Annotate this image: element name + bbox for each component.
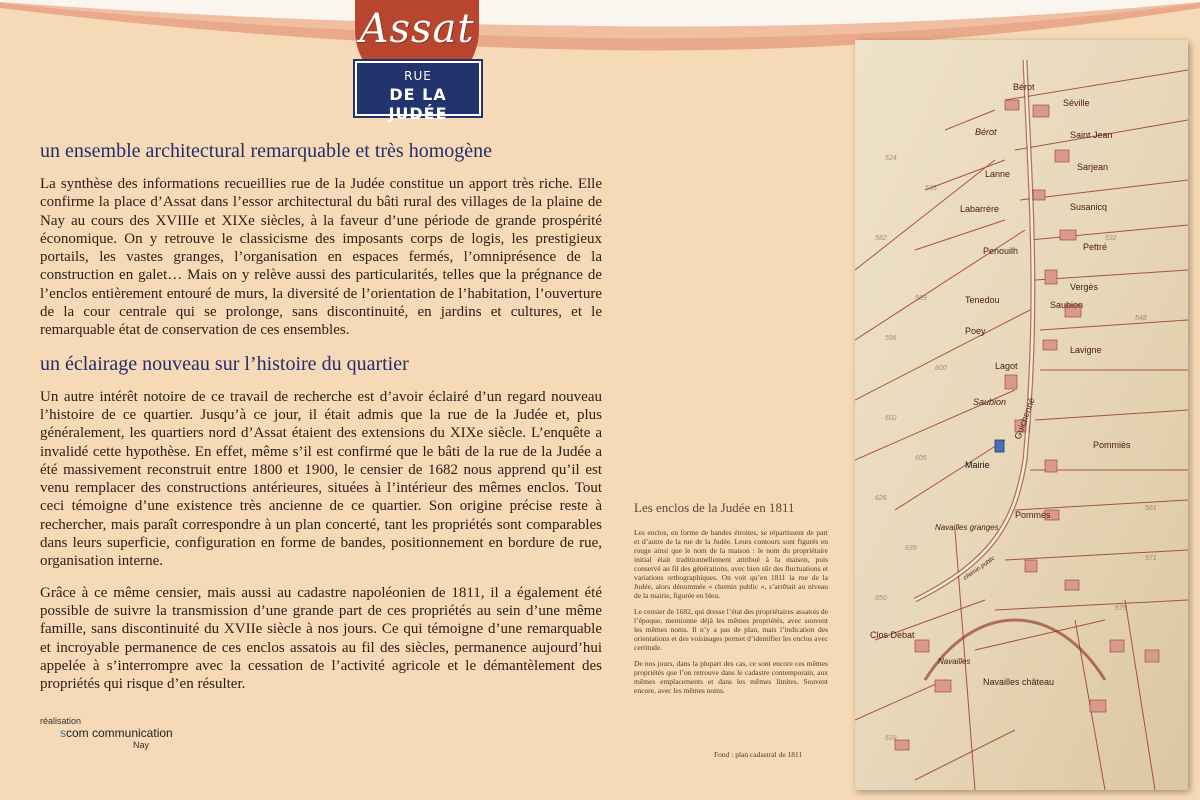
caption-title: Les enclos de la Judée en 1811 bbox=[634, 500, 795, 515]
map-label: Séville bbox=[1063, 98, 1090, 108]
street-sign-line1: RUE bbox=[404, 69, 432, 83]
cadastral-map-1811 bbox=[855, 40, 1188, 790]
map-label: Saubion bbox=[973, 397, 1007, 407]
svg-text:535: 535 bbox=[925, 185, 937, 192]
svg-text:618: 618 bbox=[885, 735, 897, 742]
section-heading: un éclairage nouveau sur l’histoire du quartier bbox=[40, 352, 409, 375]
caption-paragraph: Les enclos, en forme de bandes étroites, se répartissent de part et d’autre de la rue de la Judée. Leurs contours sont figurés en rouge ainsi que le nom de la maison : le nom du propriétaire initial était traditionnellement attribué à la maison, puis conservé au fil des générations, avec bien sûr des fluctuations et variations orthographiques. On voit qu’en 1811 la rue de la Judée, alors dénommée « chemin public », s’arrêtait au niveau de la mairie, figurée en bleu. bbox=[634, 528, 828, 600]
map-label: Pommiès bbox=[1093, 440, 1131, 450]
svg-text:532: 532 bbox=[1105, 235, 1117, 242]
map-label: Lagot bbox=[995, 361, 1018, 371]
map-label: Saint Jean bbox=[1070, 130, 1113, 140]
map-label: Bérot bbox=[1013, 82, 1035, 92]
street-sign-line2: DE LA JUDÉE bbox=[388, 85, 448, 123]
svg-text:575: 575 bbox=[1115, 605, 1127, 612]
map-label: Vergès bbox=[1070, 282, 1099, 292]
map-label: Susanicq bbox=[1070, 202, 1108, 212]
paragraph: Grâce à ce même censier, mais aussi au cadastre napoléonien de 1811, il a également été possible de suivre la transmission d’une grande part de ces propriétés au sein d’une même famille, sans discontinuité du XVIIe siècle à nos jours. Ce qui témoigne d’une remarquable et incroyable permanence de ces enclos assatois au fil des siècles, permanence aujourd’hui appelée à s’interrompre avec la cessation de l’activité agricole et le démantèlement des propriétés qui risque d’en résulter. bbox=[40, 584, 602, 693]
assat-logo bbox=[352, 0, 482, 123]
svg-text:639: 639 bbox=[905, 545, 917, 552]
map-label: Navailles château bbox=[983, 677, 1055, 687]
map-label: Sarjean bbox=[1077, 162, 1109, 172]
map-label: chemin public bbox=[962, 555, 997, 582]
map-caption bbox=[634, 500, 828, 759]
logo-script: Assat bbox=[359, 6, 475, 52]
caption-paragraph: De nos jours, dans la plupart des cas, ce sont encore ces mêmes propriétés que l’on retrouve dans le cadastre contemporain, aux mêmes emplacements et dans les mêmes limites. Souvent encore, avec les mêmes noms. bbox=[634, 659, 828, 695]
map-label: Clos Debat bbox=[870, 630, 915, 640]
credit-company bbox=[60, 726, 173, 740]
section-heading: un ensemble architectural remarquable et très homogène bbox=[40, 140, 493, 162]
map-label: Pettré bbox=[1083, 242, 1108, 252]
map-label: Labarrère bbox=[960, 204, 1000, 214]
svg-text:571: 571 bbox=[1145, 555, 1157, 562]
map-label: Pommès bbox=[1015, 510, 1051, 520]
map-label: Saubion bbox=[1050, 300, 1084, 310]
svg-text:596: 596 bbox=[885, 335, 897, 342]
caption-paragraph: Le censier de 1682, qui dresse l’état des propriétaires assatois de l’époque, mentionne déjà les mêmes propriétés, avec souvent les mêmes noms. Il n’y a pas de plan, mais l’indication des orientations et des voisinages permet d’identifier les enclos avec certitude. bbox=[634, 607, 828, 652]
credit bbox=[40, 716, 173, 750]
svg-text:626: 626 bbox=[875, 495, 887, 502]
paragraph: Un autre intérêt notoire de ce travail de recherche est d’avoir éclairé d’un regard nouveau l’histoire de ce quartier. Jusqu’à ce jour, il était admis que la rue de la Judée et, plus généralement, les quartiers nord d’Assat étaient des extensions du XIXe siècle. L’enquête a invalidé cette hypothèse. En effet, même s’il est confirmé que le bâti de la rue de la Judée a été massivement reconstruit entre 1800 et 1900, le censier de 1682 nous apprend qu’il est venu remplacer des constructions antérieures, situées à l’intérieur des mêmes enclos. Tout ceci témoigne d’une existence très ancienne de ce quartier. Son origine précise reste à rechercher, mais paraît correspondre à un plan concerté, tant les propriétés sont comparables dans leurs superficie, configuration en forme de bandes, positionnement en bordure de rue, organisation interne. bbox=[40, 388, 602, 570]
svg-text:561: 561 bbox=[1145, 505, 1157, 512]
svg-text:524: 524 bbox=[885, 155, 897, 162]
map-label: Lanne bbox=[985, 169, 1011, 179]
map-label: Lavigne bbox=[1070, 345, 1102, 355]
map-label: Guichenné bbox=[1012, 396, 1037, 441]
main-text bbox=[40, 140, 602, 706]
map-label: Bérot bbox=[975, 127, 997, 137]
svg-text:600: 600 bbox=[935, 365, 947, 372]
caption-source: Fond : plan cadastral de 1811 bbox=[714, 750, 803, 759]
map-label: Navailles granges bbox=[935, 523, 999, 532]
company-name: com communication bbox=[66, 726, 173, 740]
svg-text:605: 605 bbox=[915, 455, 927, 462]
credit-label: réalisation bbox=[40, 716, 82, 726]
map-label: Navailles bbox=[938, 657, 971, 666]
map-label: Poey bbox=[965, 326, 986, 336]
svg-text:589: 589 bbox=[915, 295, 927, 302]
paragraph: La synthèse des informations recueillies rue de la Judée constitue un apport très riche. Elle confirme la place d’Assat dans l’essor architectural du bâti rural des villages de la plaine de Nay au cours des XVIIIe et XIXe siècles, à la faveur d’une période de grande prospérité économique. On y retrouve le classicisme des imposants corps de logis, les prestigieux portails, les vastes granges, l’organisation en espaces fermés, l’omniprésence de la construction en galet… Mais on y relève aussi des particularités, telles que la prégnance de l’enclos entièrement entouré de murs, la diversité de l’orientation de l’habitation, l’ouverture de la cour centrale qui se prolonge, sans discontinuité, en jardins et cultures, et le remarquable état de conservation de ces ensembles. bbox=[40, 176, 602, 339]
svg-text:582: 582 bbox=[875, 235, 887, 242]
street-sign bbox=[355, 61, 481, 123]
map-label: Penouilh bbox=[983, 246, 1019, 256]
svg-text:650: 650 bbox=[875, 595, 887, 602]
svg-text:548: 548 bbox=[1135, 315, 1147, 322]
map-label: Mairie bbox=[965, 460, 990, 470]
map-label: Tenedou bbox=[965, 295, 1000, 305]
credit-city: Nay bbox=[133, 740, 150, 750]
mairie-marker bbox=[995, 440, 1004, 452]
svg-text:602: 602 bbox=[885, 415, 897, 422]
company-initial: s bbox=[60, 726, 66, 740]
